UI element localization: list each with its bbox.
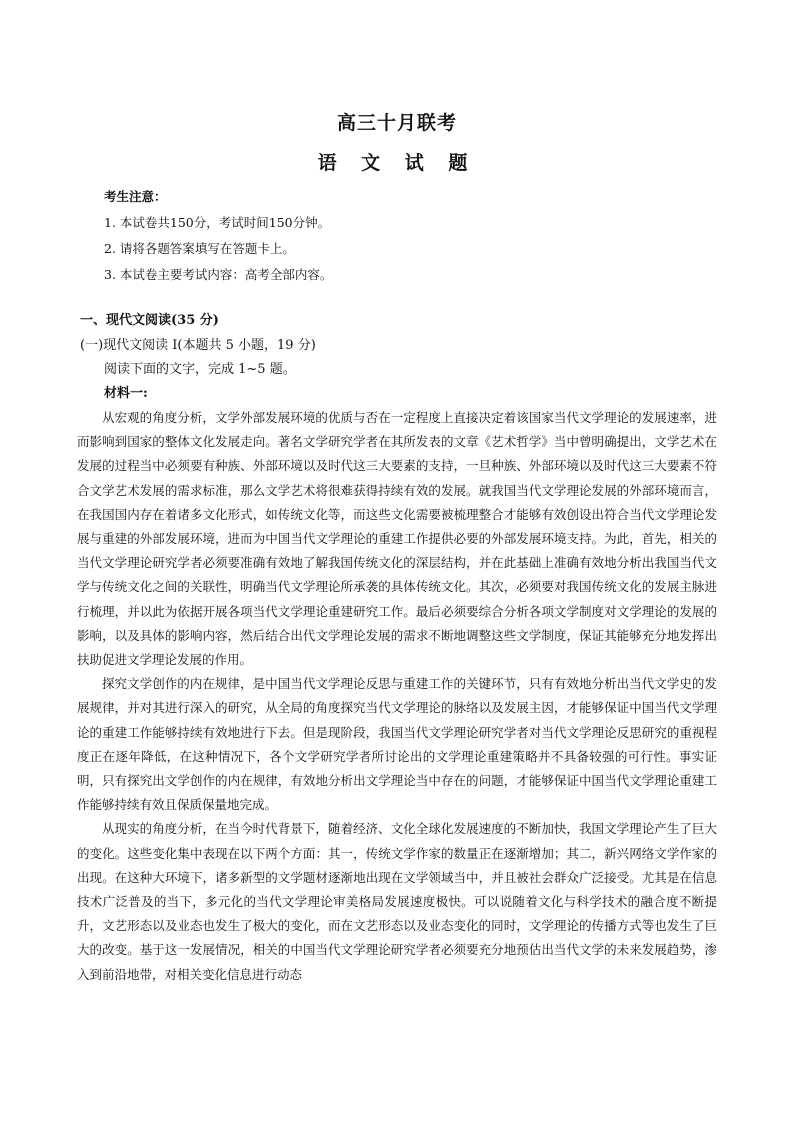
reading-instruction: 阅读下面的文字，完成 1~5 题。 [104,362,296,377]
passage-paragraph: 探究文学创作的内在规律，是中国当代文学理论反思与重建工作的关键环节，只有有效地分析出当代文学史的发展规律，并对其进行深入的研究，从全局的角度探究当代文学理论的脉络以及发展主因，才能够保证中国当代文学理论的重建工作能够持续有效地进行下去。但是现阶段，我国当代文学理论研究学者对当代文学理论反思研究的重视程度正在逐年降低，在这种情况下，各个文学研究学者所讨论出的文学理论重建策略并不具备较强的可行性。事实证明，只有探究出文学创作的内在规律，有效地分析出文学理论当中存在的问题，才能够保证中国当代文学理论重建工作能够持续有效且保质保量地完成。 [77,676,717,813]
notice-item: 2. 请将各题答案填写在答题卡上。 [104,241,295,256]
passage-paragraph: 从现实的角度分析，在当今时代背景下，随着经济、文化全球化发展速度的不断加快，我国文学理论产生了巨大的变化。这些变化集中表现在以下两个方面：其一，传统文学作家的数量正在逐渐增加；其二，新兴网络文学作家的出现。在这种大环境下，诸多新型的文学题材逐渐地出现在文学领域当中，并且被社会群众广泛接受。尤其是在信息技术广泛普及的当下，多元化的当代文学理论审美格局发展速度极快。可以说随着文化与科学技术的融合度不断提升，文艺形态以及业态也发生了极大的变化，而在文艺形态以及业态变化的同时，文学理论的传播方式等也发生了巨大的改变。基于这一发展情况，相关的中国当代文学理论研究学者必须要充分地预估出当代文学的未来发展趋势，渗入到前沿地带，对相关变化信息进行动态 [77,821,717,982]
candidate-notice [104,184,332,288]
exam-subject-title: 语 文 试 题 [317,152,477,174]
section-heading: 一、现代文阅读(35 分) [80,313,219,328]
subsection-heading: (一)现代文阅读 I(本题共 5 小题，19 分) [80,338,316,353]
notice-item: 3. 本试卷主要考试内容：高考全部内容。 [104,267,333,282]
passage-paragraph: 从宏观的角度分析，文学外部发展环境的优质与否在一定程度上直接决定着该国家当代文学理论的发展速率，进而影响到国家的整体文化发展走向。著名文学研究学者在其所发表的文章《艺术哲学》当中曾明确提出，文学艺术在发展的过程当中必须要有种族、外部环境以及时代这三大要素的支持，一旦种族、外部环境以及时代这三大要素不符合文学艺术发展的需求标准，那么文学艺术将很难获得持续有效的发展。就我国当代文学理论发展的外部环境而言，在我国国内存在着诸多文化形式，如传统文化等，而这些文化需要被梳理整合才能够有效创设出符合当代文学理论发展与重建的外部发展环境，进而为中国当代文学理论的重建工作提供必要的外部发展环境支持。为此，首先，相关的当代文学理论研究学者必须要准确有效地了解我国传统文化的深层结构，并在此基础上准确有效地分析出我国当代文学与传统文化之间的关联性，明确当代文学理论所承袭的具体传统文化。其次，必须要对我国传统文化的发展主脉进行梳理，并以此为依据开展各项当代文学理论重建研究工作。最后必须要综合分析各项文学制度对文学理论的发展的影响，以及具体的影响内容，然后结合出代文学理论发展的需求不断地调整这些文学制度，保证其能够充分地发挥出扶助促进文学理论发展的作用。 [77,410,717,668]
material-label: 材料一: [104,386,148,401]
exam-title: 高三十月联考 [336,112,457,134]
reading-passage [77,406,717,987]
notice-item: 1. 本试卷共150分，考试时间150分钟。 [104,215,331,230]
notice-heading: 考生注意： [104,189,167,204]
